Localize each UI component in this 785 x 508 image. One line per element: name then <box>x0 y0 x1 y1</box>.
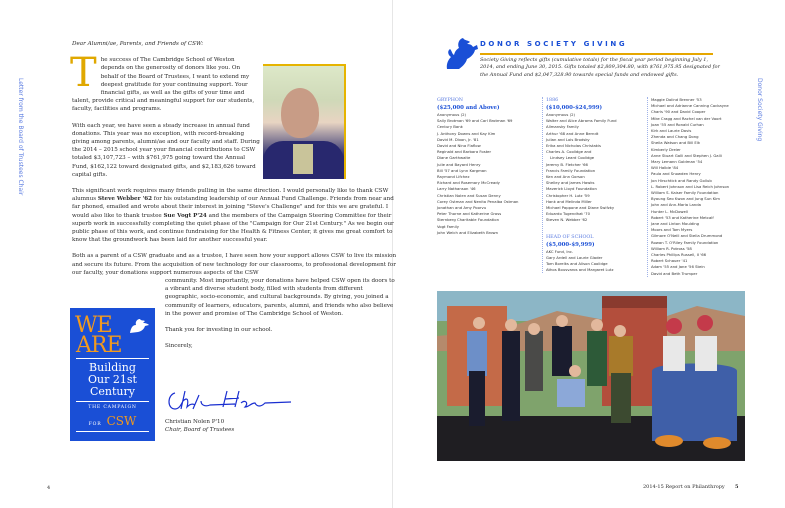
donor-name: Gilmore O'Neill and Stella Drummond <box>651 233 723 239</box>
donor-name: Jonathan and Amy Poorvu <box>437 205 487 211</box>
salutation: Dear Alumni/ae, Parents, and Friends of CSW: <box>72 41 204 47</box>
logo-are: ARE <box>76 336 149 359</box>
section-title: DONOR SOCIETY GIVING <box>480 40 628 48</box>
letter-paragraph-4b: community. Most importantly, your donations have helped CSW open its doors to a vibrant and diverse student body, filled with students from different geographic, socio-economic, and cultural backgrounds. By giving, you joined a community of learners, educators, parents, alumni, and friends who also believe in the power and promise of The Cambridge School of Weston. <box>165 278 395 317</box>
donor-list <box>546 249 646 274</box>
portrait-collar <box>293 144 313 174</box>
donor-name: Kimberly Dreier <box>651 146 681 152</box>
donor-name: Jon Hirschtick and Randy Gollub <box>651 177 712 183</box>
tier-name: HEAD OF SCHOOL <box>546 234 594 240</box>
spacer <box>546 224 646 234</box>
donor-name: Julian and Lois Brodsky <box>546 136 590 142</box>
donor-list <box>437 112 537 236</box>
donor-name: Raymond Lifchez <box>437 174 470 180</box>
paragraph-text: This significant work requires many friends pulling in the same direction. I would personally like to thank CSW alumnus <box>72 188 389 203</box>
tier-range: ($25,000 and Above) <box>437 105 500 111</box>
logo-the-campaign: THE CAMPAIGN <box>76 401 149 410</box>
donor-name: Athos Bousvaros and Margaret Lutz <box>546 267 614 273</box>
donor-name: Tom Borelks and Alison Coolidge <box>546 261 608 267</box>
signature <box>165 385 295 415</box>
signer-name: Christian Nolen P'10 <box>165 419 225 425</box>
donor-name: Anonymous (2) <box>546 112 575 117</box>
donor-column-1 <box>437 97 537 236</box>
logo-our-21st: Our 21st <box>88 373 137 386</box>
tier-name: 1886 <box>546 98 559 103</box>
donor-name: Michael Pappone and Diane Swifzky <box>546 205 615 211</box>
donor-name: Gary Ardell and Laurie Glader <box>546 254 603 260</box>
donor-name: Jane and Linton Moulding <box>651 221 700 227</box>
donor-name: Maggie Dolind Brenner '53 <box>651 97 702 102</box>
logo-for: FOR <box>88 422 102 427</box>
donor-name: J. Anthony Downs and Kay Kim <box>437 130 496 136</box>
tier-range: ($5,000-$9,999) <box>546 241 595 248</box>
donor-name: Hank and Melinda Miller <box>546 198 592 204</box>
donor-name: Mary Lemann Goldman '54 <box>651 159 703 165</box>
logo-csw: CSW <box>106 414 137 428</box>
donor-name: Steven N. Webber '62 <box>546 217 588 223</box>
donor-name: Allmansky Family <box>546 124 579 130</box>
donor-name: Maverick Lloyd Foundation <box>546 186 597 192</box>
bold-name: Steve Webber '62 <box>97 196 152 203</box>
paragraph-text: he success of The Cambridge School of Weston depends on the generosity of donors like you. On behalf of the Board of Trustees, I want to extend my deepest gratitude for your continuing support. Your financial gifts, as well as the gifts of your time and talent, provide critical and meaningful support for our students, faculty, facilities and programs. <box>72 57 255 113</box>
donor-name: Christopher H. Lutz '59 <box>546 192 590 198</box>
donor-name: Century Bank <box>437 124 463 130</box>
donor-name: AKC Fund, Inc. <box>546 248 574 254</box>
logo-rule <box>76 431 149 432</box>
closing: Sincerely, <box>165 343 193 350</box>
donor-name: Sternberg Charitable Foundation <box>437 217 500 223</box>
campaign-logo <box>70 308 155 441</box>
donor-name: Will Halbie '84 <box>651 165 679 171</box>
donor-name: William R. Potross '58 <box>651 245 692 251</box>
donor-name: Michael and Adrianne Canning Cockayne <box>651 103 729 109</box>
donor-column-3 <box>647 97 746 277</box>
donor-name: Rowan T. O'Riley Family Foundation <box>651 239 719 245</box>
portrait-photo <box>263 64 346 179</box>
letter-paragraph-4a: Both as a parent of a CSW graduate and as a trustee, I have seen how your support allows CSW to live its mission and secure its future. From the acquisition of new technology for our classrooms, to professional development for our faculty, your donations support numerous aspects of the CSW <box>72 253 397 276</box>
section-intro: Society Giving reflects gifts (cumulative totals) for the fiscal year period beginning July 1, 2014, and ending June 30, 2015. Gifts totaled $2,809,304.80, with $761,975.95 designated for the Annual Fund and $2,047,328.90 towards special funds and endowed gifts. <box>480 57 720 78</box>
donor-name: Reginald and Barbara Foster <box>437 149 492 155</box>
donor-name: Charles A. Coolidge and <box>546 149 592 155</box>
donor-name: David and Beth Trumper <box>651 270 698 276</box>
donor-name: Francis Family Foundation <box>546 167 596 173</box>
griffin-icon <box>128 317 150 335</box>
page-number-left: 4 <box>47 485 51 491</box>
donor-name: Byoung Seo Kwon and Jung Sun Kim <box>651 196 720 202</box>
donor-name: Robert Schauer '41 <box>651 258 688 264</box>
donor-name: William S. Kaiser Family Foundation <box>651 190 719 196</box>
drop-cap: T <box>70 50 97 97</box>
tier-name: GRYPHON <box>437 98 464 103</box>
page-number-right: 5 <box>735 484 739 490</box>
donor-name: David and Nina Flaflow <box>437 143 481 149</box>
signer-block <box>165 418 234 434</box>
donor-name: Walter and Alice Abrams Family Fund <box>546 118 617 124</box>
donor-name: Bill '57 and Lynn Kargman <box>437 167 487 173</box>
paragraph-text: and the members of the Campaign Steering Committee for their superb work in successfully completing the quiet phase of the "Campaign for Our 21st Century." As we begin our public phase of this work, and continue fundraising for the Health & Fitness Center, it gives me great comfort to know that the groundwork has been laid for another successful year. <box>72 212 394 244</box>
right-side-label: Donor Society Giving <box>756 78 763 142</box>
tier-range: ($10,000-$24,999) <box>546 105 603 111</box>
letter-paragraph-1 <box>70 50 257 113</box>
donor-name: Eduardo Tugendhat '70 <box>546 211 590 217</box>
theater-cast-photo <box>437 291 745 461</box>
donor-name: John and Ann-Maria Landa <box>651 202 701 208</box>
donor-name: Charles Phillips Russell, II '66 <box>651 252 707 258</box>
donor-name: Moors and Tom Myers <box>651 227 693 233</box>
donor-name: Zhenda and Chang Dong <box>651 134 699 140</box>
signer-title: Chair, Board of Trustees <box>165 427 235 433</box>
donor-name: Adam '55 and Jane '56 Stein <box>651 264 705 270</box>
donor-name: L. Robert Johnson and Lisa Reich Johnson <box>651 183 730 189</box>
donor-name: Robert '53 and Katherine Metcalf <box>651 214 714 220</box>
letter-paragraph-3 <box>72 187 397 244</box>
donor-name: David M. Dixon, Jr. '81 <box>437 136 479 142</box>
donor-name: Anne Stuart Galli and Stephen J. Galli <box>651 152 722 158</box>
donor-name: Joan '55 and Ronald Curhan <box>651 121 704 127</box>
bold-name: Sue Vogt P'24 <box>163 212 207 219</box>
donor-name: Jeremy B. Fletcher '66 <box>546 161 588 167</box>
griffin-logo-icon <box>443 35 481 73</box>
paragraph-text: for his outstanding leadership of our Annual Fund Challenge. Friends from near and far phoned, emailed and wrote about their interest in joining "Steve's Challenge" and for this we are grateful. I would also like to thank trustee <box>72 196 394 219</box>
report-footer: 2014-15 Report on Philanthropy <box>643 484 725 490</box>
donor-name: Sheila Watson and Bill Elk <box>651 140 701 146</box>
donor-name: Erika and Nicholas Christakis <box>546 143 602 149</box>
donor-name: Vogt Family <box>437 223 459 229</box>
donor-name: Corey Ostman and Nenita Penalba Ostman <box>437 198 519 204</box>
donor-name: Richard and Rosemary McCready <box>437 180 500 186</box>
letter-paragraph-2: With each year, we have seen a steady increase in annual fund donations. This year was no exception, with record-breaking giving among parents, alumni/ae and our faculty and staff. During the 2014 – 2015 school year your financial contributions to CSW totaled $3,107,723 – with $761,975 going toward the Annual Fund, $162,122 toward designated gifts, and $2,183,626 toward capital gifts. <box>72 122 260 178</box>
donor-name: Shelley and James Hawks <box>546 180 595 186</box>
donor-name: Lindsey Leard Coolidge <box>550 155 595 161</box>
donor-name: Arthur '68 and Anne Berndt <box>546 130 599 136</box>
donor-name: Larry Nathanson '46 <box>437 186 476 192</box>
donor-name: John Welch and Elizabeth Brown <box>437 229 499 235</box>
donor-name: Diane Garthwaite <box>437 155 471 161</box>
donor-name: Sally Brotman '69 and Carl Brotman '69 <box>437 118 513 124</box>
logo-for-csw <box>70 410 155 429</box>
donor-name: Anonymous (2) <box>437 112 466 117</box>
donor-name: Ken and Ann Gorson <box>546 174 585 180</box>
logo-building: Building <box>89 361 136 374</box>
donor-name: Mike Cragg and Rachel van der Voort <box>651 115 722 121</box>
donor-list <box>546 112 646 224</box>
donor-name: Paula and Snowden Henry <box>651 171 701 177</box>
logo-century: Century <box>90 385 135 398</box>
donor-name: Peter Thorne and Katherine Gross <box>437 211 502 217</box>
donor-name: Hunter L. McDowell <box>651 208 688 214</box>
donor-column-2 <box>542 97 646 273</box>
donor-name: Christian Nolen and Susan Denny <box>437 192 501 198</box>
letter-paragraph-5: Thank you for investing in our school. <box>165 327 273 334</box>
title-rule <box>480 53 713 55</box>
donor-name: Charis '90 and David Cooper <box>651 109 706 115</box>
donor-name: Kirk and Laurie Davis <box>651 128 692 134</box>
left-side-label: Letter from the Board of Trustees Chair <box>17 78 24 196</box>
donor-list <box>651 97 746 277</box>
donor-name: Julie and Bayard Henry <box>437 161 481 167</box>
portrait-head <box>281 88 319 138</box>
logo-we: WE <box>75 313 112 338</box>
